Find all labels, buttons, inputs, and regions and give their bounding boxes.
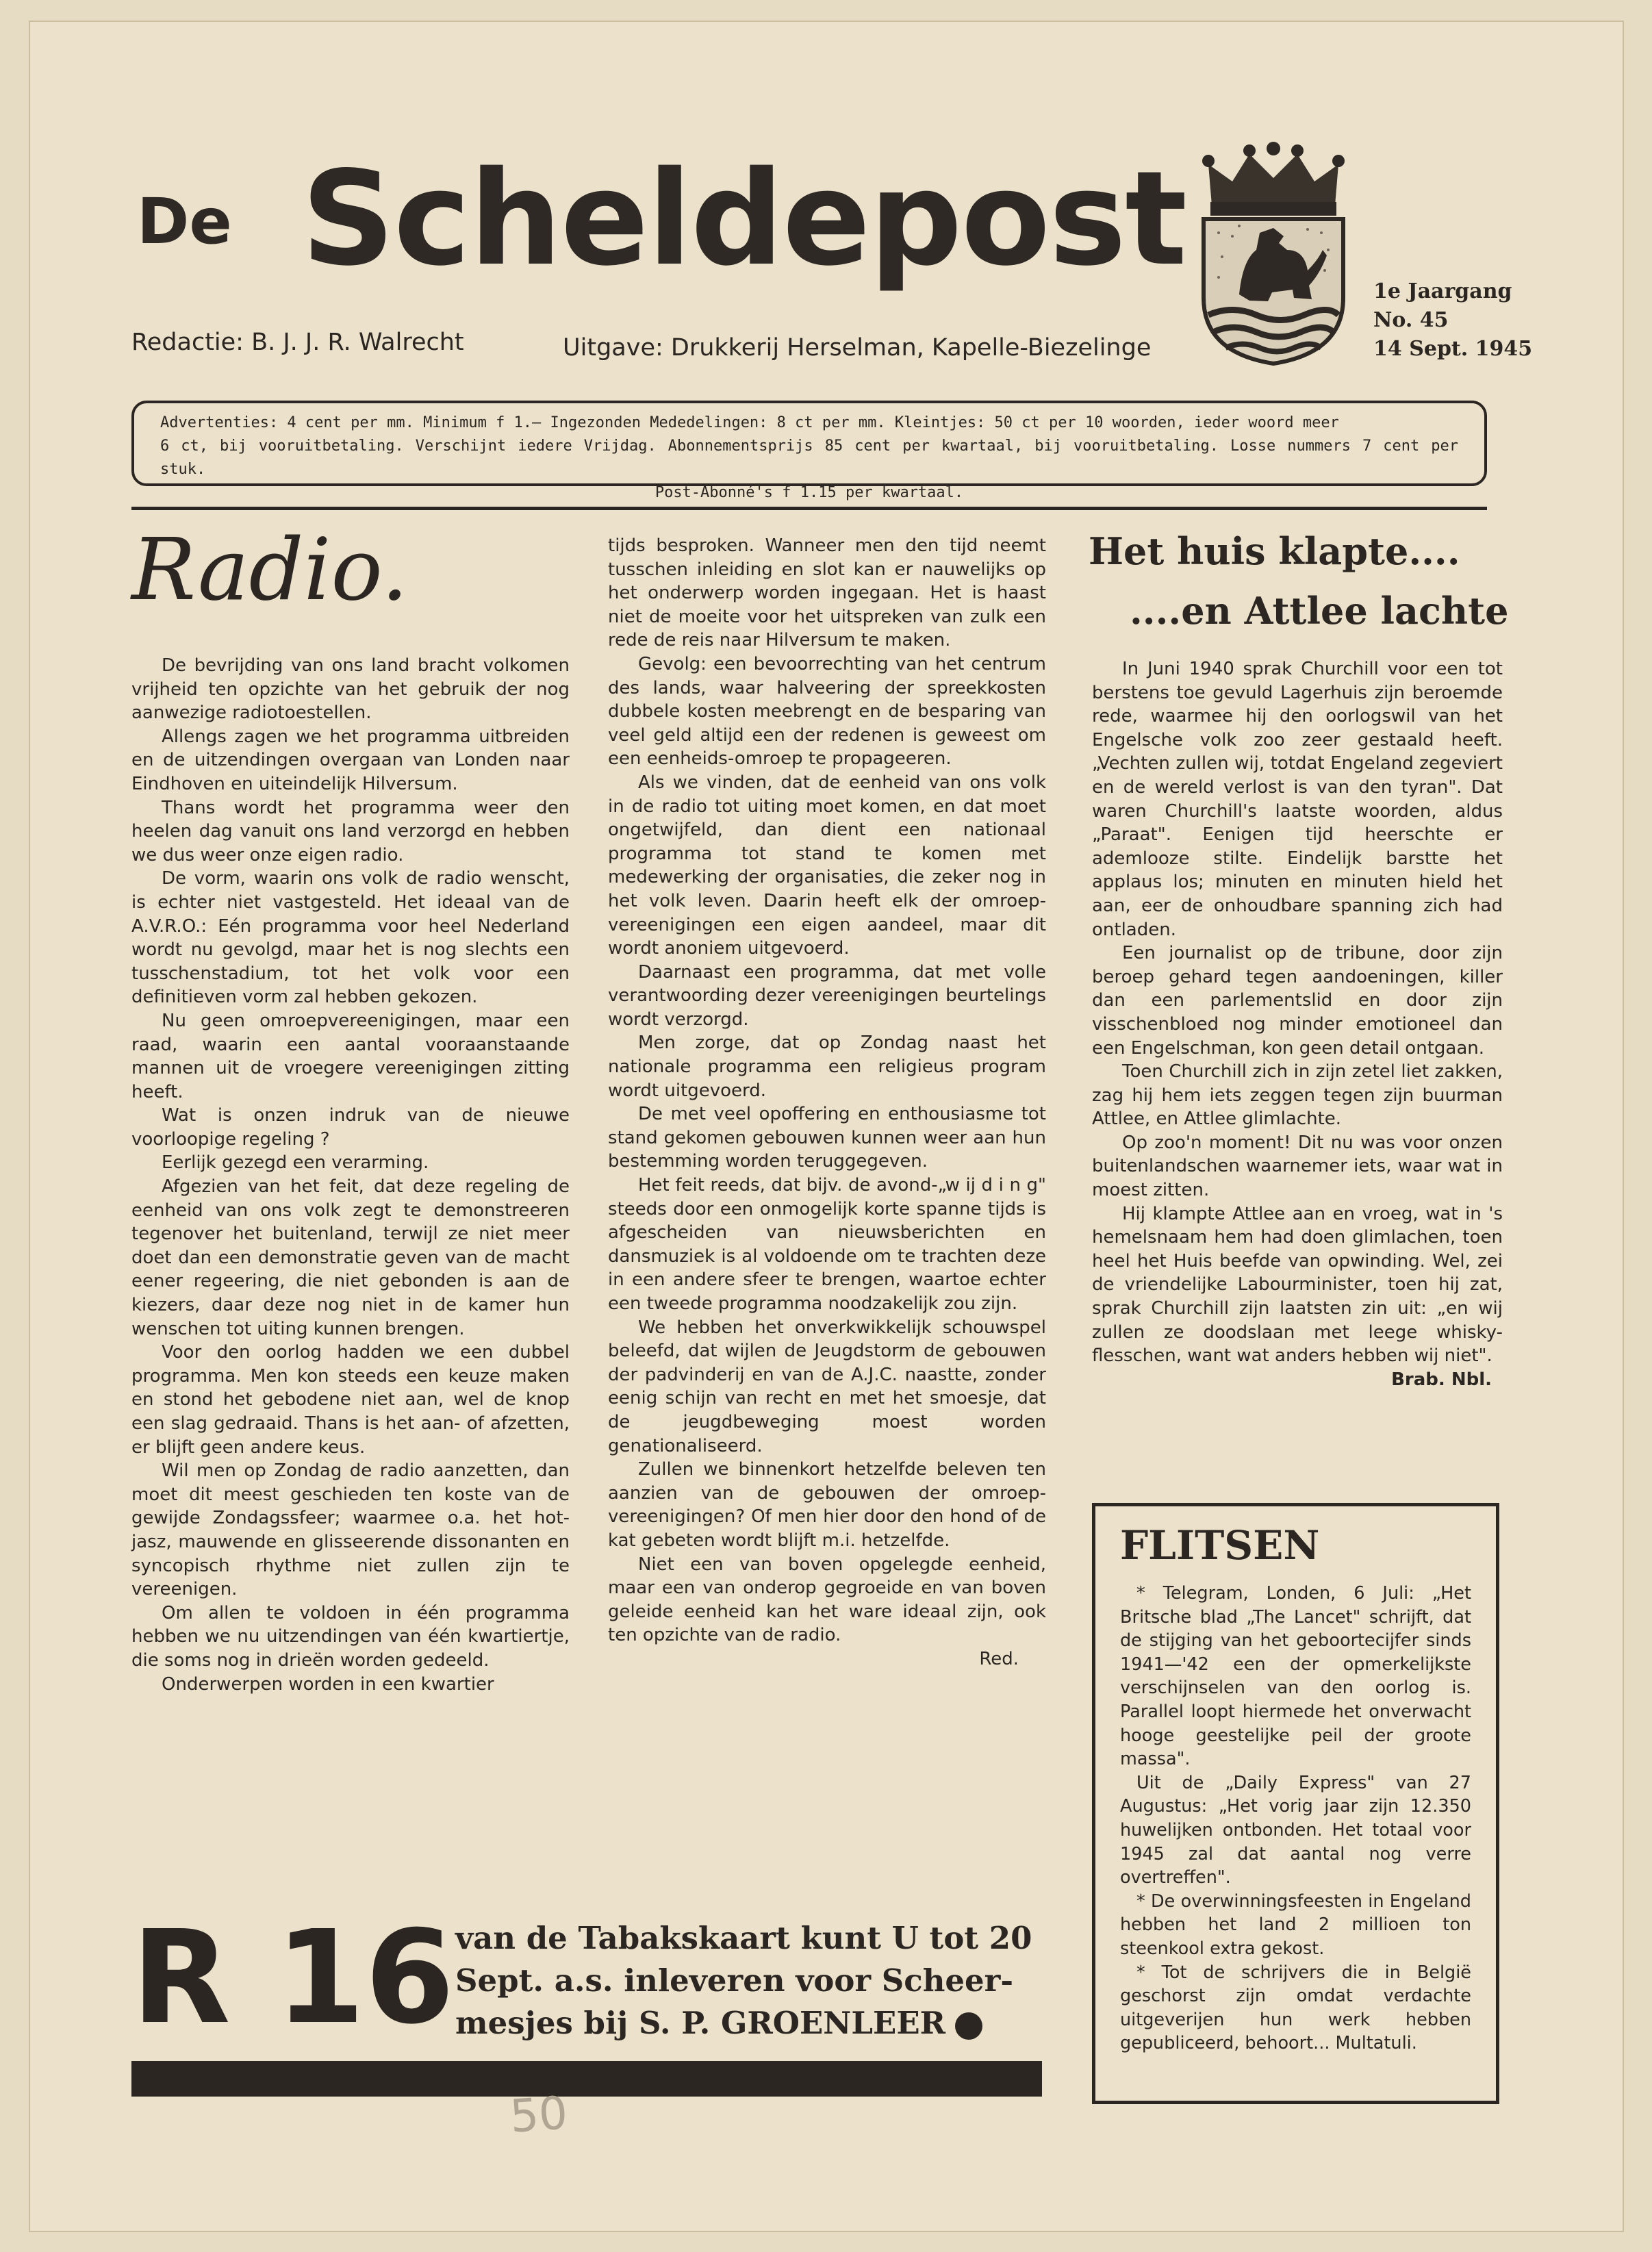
paragraph: Niet een van boven opgelegde eenheid, maar een van onderop gegroeide en van boven geleide eenheid kan het ware ideaal zijn, ook ten opzichte van de radio. [608,1554,1046,1646]
bullet-dot-icon [955,2012,982,2040]
pencil-annotation: 50 [508,2086,570,2143]
article-radio-column-2 [608,534,1046,1671]
paragraph: Het feit reeds, dat bijv. de avond-„w ij d i n g" steeds door een onmogelijk korte spanne tijds is afgescheiden van nieuwsberichten en dansmuziek is al voldoende om te trachten deze in een andere sfeer te brengen, waartoe echter een tweede programma noodzakelijk zou zijn. [608,1175,1046,1314]
flitsen-item: * Tot de schrijvers die in België geschorst zijn omdat verdachte uitgeverijen hun werk hebben gepubliceerd, behoort... Multatuli. [1120,1962,1471,2054]
paragraph: Hij klampte Attlee aan en vroeg, wat in 's hemelsnaam hem had doen glimlachen, toen heel het Huis beefde van opwinding. Wel, zei de vriendelijke Labourminister, toen hij zat, sprak Churchill zijn laatsten zin uit: „en wij zullen ze doodslaan met leege whisky-flesschen, want wat anders hebben wij niet". [1092,1203,1503,1367]
advert-r16-heading: R 16 [131,1903,455,2053]
paragraph: De met veel opoffering en enthousiasme tot stand gekomen gebouwen kunnen weer aan hun bestemming worden teruggegeven. [608,1104,1046,1172]
advert-black-bar [131,2061,1042,2097]
article-radio-column-1 [131,654,570,1696]
article-attlee-title-line-1: Het huis klapte.... [1089,529,1460,573]
masthead-title: Scheldepost [301,143,1186,294]
paragraph: Op zoo'n moment! Dit nu was voor onzen buitenlandschen waarnemer iets, waar wat in moest zitten. [1092,1132,1503,1201]
paragraph: Allengs zagen we het programma uitbreiden en de uitzendingen overgaan van Londen naar Eindhoven en uiteindelijk Hilversum. [131,726,570,794]
header-divider [131,507,1487,510]
paragraph: Gevolg: een bevoorrechting van het centrum des lands, waar halveering der spreekkosten dubbele kosten meebrengt en de besparing van veel geld altijd een der redenen is geweest om een eenheids-omroep te propageeren. [608,653,1046,770]
advertising-rates-box [131,401,1487,501]
ad-rates-line-1: Advertenties: 4 cent per mm. Minimum f 1.— Ingezonden Mededelingen: 8 ct per mm. Kleintjes: 50 ct per 10 woorden, ieder woord meer [160,414,1339,431]
paragraph: Eerlijk gezegd een verarming. [162,1152,429,1174]
flitsen-title: FLITSEN [1120,1522,1320,1569]
article-radio-title: Radio. [131,520,409,620]
flitsen-item: * De overwinningsfeesten in Engeland hebben het land 2 millioen ton steenkool extra gekost. [1120,1890,1471,1959]
paragraph: Om allen te voldoen in één programma hebben we nu uitzendingen van één kwartiertje, die soms nog in drieën worden gedeeld. [131,1602,570,1671]
article-attlee-title-line-2: ....en Attlee lachte [1130,589,1509,633]
paragraph: Afgezien van het feit, dat deze regeling de eenheid van ons volk zegt te demonstreeren tegenover het buitenland, terwijl ze niet meer doet dan een demonstratie geven van de macht eener regeering, die niet gebonden is aan de kiezers, daar deze nog niet in de kamer hun wenschen tot uiting kunnen brengen. [131,1176,570,1339]
flitsen-item: * Telegram, Londen, 6 Juli: „Het Britsche blad „The Lancet" schrijft, dat de stijging van het geboortecijfer sinds 1941—'42 een der opmerkelijkste verschijnselen van den oorlog is. Parallel loopt hiermede het onverwacht hooge geestelijke peil der groote massa". [1120,1583,1471,1770]
edition-date: 14 Sept. 1945 [1373,337,1533,361]
paragraph: Toen Churchill zich in zijn zetel liet zakken, zag hij hem iets zeggen tegen zijn buurman Attlee, en Attlee glimlachte. [1092,1061,1503,1130]
paragraph: Voor den oorlog hadden we een dubbel programma. Men kon steeds een keuze maken en stond het gebodene niet aan, wel de knop een slag gedraaid. Thans is het aan- of afzetten, er blijft geen andere keus. [131,1342,570,1458]
ad-rates-line-2: 6 ct, bij vooruitbetaling. Verschijnt iedere Vrijdag. Abonnementsprijs 85 cent per kwartaal, bij vooruitbetaling. Losse nummers 7 cent per stuk. [160,438,1458,478]
article-attlee-signature: Brab. Nbl. [1391,1369,1492,1390]
masthead-prefix: De [137,185,232,258]
flitsen-box [1092,1503,1499,2104]
advert-r16-text [455,1917,1044,2045]
paragraph: Wil men op Zondag de radio aanzetten, dan moet dit meest geschieden ten koste van de gewijde Zondagssfeer; waarmee o.a. het hot-jasz, mauwende en glissеerende dissonanten en syncopisch rhythme niet zullen zijn te vereenigen. [131,1460,570,1600]
article-radio-signature: Red. [979,1648,1019,1669]
advert-line-1: van de Tabakskaart kunt U tot 20 [455,1920,1032,1956]
flitsen-item: Uit de „Daily Express" van 27 Augustus: „Het vorig jaar zijn 12.350 huwelijken ontbonden. Het totaal voor 1945 zal dat aantal nog verre overtreffen". [1120,1772,1471,1888]
zeeland-coat-of-arms-icon [1191,140,1356,366]
paragraph: Zullen we binnenkort hetzelfde beleven ten aanzien van de gebouwen der omroep-vereenigingen? Of men hier door den hond of de kat gebeten wordt blijft m.i. hetzelfde. [608,1459,1046,1551]
advert-line-3: mesjes bij S. P. GROENLEER [455,2005,946,2041]
editor-line: Redactie: B. J. J. R. Walrecht [131,329,464,356]
advert-line-2: Sept. a.s. inleveren voor Scheer- [455,1962,1014,1999]
edition-volume: 1e Jaargang [1373,279,1512,303]
paragraph: Een journalist op de tribune, door zijn beroep gehard tegen aandoeningen, killer dan een parlementslid en door zijn visschenbloed nog minder emotioneel dan een Engelschman, kon geen detail ontgaan. [1092,943,1503,1059]
paragraph: Onderwerpen worden in een kwartier [162,1673,494,1695]
publisher-line: Uitgave: Drukkerij Herselman, Kapelle-Biezelinge [563,334,1152,362]
paragraph: De vorm, waarin ons volk de radio wenscht, is echter niet vastgesteld. Het ideaal van de A.V.R.O.: Eén programma voor heel Nederland wordt nu gevolgd, maar het is nog slechts een tusschenstadium, tot het volk voor een definitieven vorm zal hebben gekozen. [131,868,570,1008]
ad-rates-line-3: Post-Abonné's f 1.15 per kwartaal. [655,484,964,501]
edition-info [1373,277,1532,364]
paragraph: Nu geen omroepvereenigingen, maar een raad, waarin een aantal vooraanstaande mannen uit de vroegere vereenigingen zitting heeft. [131,1010,570,1102]
paragraph: Als we vinden, dat de eenheid van ons volk in de radio tot uiting moet komen, en dat moet ongetwijfeld, dan dient een nationaal programma tot stand te komen met medewerking der organisaties, die zeker nog in het volk leven. Daarin heeft elk der omroep-vereenigingen een eigen aandeel, maar dit wordt anoniem uitgevoerd. [608,772,1046,959]
paragraph: Men zorge, dat op Zondag naast het nationale programma een religieus program wordt uitgevoerd. [608,1033,1046,1101]
edition-number: No. 45 [1373,308,1449,332]
article-attlee-body [1092,657,1503,1391]
paragraph: In Juni 1940 sprak Churchill voor een tot berstens toe gevuld Lagerhuis zijn beroemde rede, waarmee hij den oorlogswil van het Engelsche volk zoo zeer gestaald heeft. „Vechten zullen wij, totdat Engeland zegeviert en de wereld verlost is van den tyran". Dat waren Churchill's laatste woorden, aldus „Paraat". Eenigen tijd heerschte er ademlooze stilte. Eindelijk barstte het applaus los; minuten en minuten hield het aan, eer de onhoudbare spanning zich had ontladen. [1092,659,1503,940]
paragraph: Wat is onzen indruk van de nieuwe voorloopige regeling ? [131,1105,570,1150]
paragraph: Daarnaast een programma, dat met volle verantwoording dezer vereenigingen beurtelings wordt verzorgd. [608,961,1046,1030]
paragraph: De bevrijding van ons land bracht volkomen vrijheid ten opzichte van het gebruik der nog aanwezige radiotoestellen. [131,655,570,724]
paragraph: We hebben het onverkwikkelijk schouwspel beleefd, dat wijlen de Jeugdstorm de gebouwen der padvinderij en van de A.J.C. naastte, zonder eenig schijn van recht en met het smoesje, dat de jeugdbeweging moest worden genationaliseerd. [608,1317,1046,1456]
paragraph: tijds besproken. Wanneer men den tijd neemt tusschen inleiding en slot kan er nauwelijks op het onderwerp worden ingegaan. Het is haast niet de moeite voor het uitspreken van zulk een rede de reis naar Hilversum te maken. [608,535,1046,651]
paragraph: Thans wordt het programma weer den heelen dag vanuit ons land verzorgd en hebben we dus weer onze eigen radio. [131,797,570,865]
